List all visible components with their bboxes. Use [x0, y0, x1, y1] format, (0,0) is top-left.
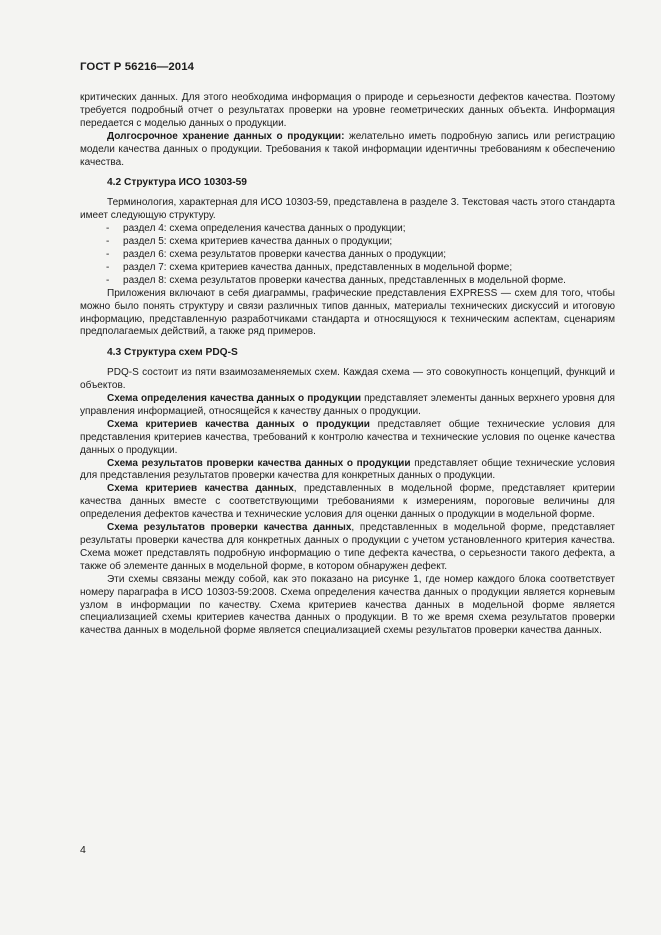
schema-paragraph	[80, 393, 615, 419]
intro-paragraph-2-text: желательно иметь подробную запись или регистрацию модели качества данных о продукции. Требования к такой информации идентичны требованиям к обеспечению качества.	[80, 130, 615, 168]
schema-text: представляет элементы данных верхнего уровня для управления информацией, относящейся к качеству данных о продукции.	[80, 393, 615, 417]
section-4-2-paragraph-1: Терминология, характерная для ИСО 10303-59, представлена в разделе 3. Текстовая часть этого стандарта имеет следующую структуру.	[80, 197, 615, 222]
section-4-2-heading: 4.2 Структура ИСО 10303-59	[107, 177, 247, 189]
schema-term: Схема критериев качества данных о продукции	[107, 418, 370, 430]
list-item: - раздел 6: схема результатов проверки качества данных о продукции;	[104, 249, 615, 262]
section-4-2-list	[80, 223, 615, 288]
list-item: - раздел 4: схема определения качества данных о продукции;	[104, 223, 615, 236]
intro-paragraph-1: критических данных. Для этого необходима информация о природе и серьезности дефектов качества. Поэтому требуется подробный отчет о результатах проверки на уровне геометрических данных объекта. Информация передается с моделью данных о продукции.	[80, 92, 615, 129]
schema-term: Схема результатов проверки качества данных	[107, 522, 352, 534]
document-body	[80, 92, 615, 638]
schema-text: , представленных в модельной форме, представляет критерии качества данных вместе с соответствующими требованиями к измерениям, пороговые величины для определения дефектов качества и технические условия для оценки данных о продукции в модельной форме.	[80, 483, 615, 521]
schema-text: , представленных в модельной форме, представляет результаты проверки качества для конкретных данных о продукции с учетом установленного критерия качества. Схема может представлять подробную информацию о типе дефекта качества, о серьезности такого дефекта, а также об элементе данных в модельной форме, в котором обнаружен дефект.	[80, 522, 615, 572]
page-number: 4	[80, 844, 86, 856]
schema-paragraph	[80, 458, 615, 484]
list-item: - раздел 7: схема критериев качества данных, представленных в модельной форме;	[104, 262, 615, 275]
intro-paragraph-2-term: Долгосрочное хранение данных о продукции:	[107, 130, 345, 142]
schema-term: Схема результатов проверки качества данных о продукции	[107, 457, 411, 469]
list-item: - раздел 5: схема критериев качества данных о продукции;	[104, 236, 615, 249]
section-4-2-paragraph-2: Приложения включают в себя диаграммы, графические представления EXPRESS — схем для того, чтобы можно было понять структуру и связи различных типов данных, материалы технических дискуссий и итоговую информацию, представленную разработчиками стандарта и относящуюся к техническим аспектам, сценариям предполагаемых действий, а также ряд примеров.	[80, 287, 615, 338]
document-header: ГОСТ Р 56216—2014	[80, 61, 195, 73]
schema-text: представляет общие технические условия для представления критериев качества, требований к контролю качества и технические условия по оценке качества данных о продукции.	[80, 418, 616, 456]
list-item: - раздел 8: схема результатов проверки качества данных, представленных в модельной форме.	[104, 275, 615, 288]
intro-paragraph-2	[80, 131, 615, 170]
schema-paragraph	[80, 522, 615, 574]
schema-term: Схема критериев качества данных	[107, 483, 294, 495]
schema-text: представляет общие технические условия для представления результатов проверки качества для конкретных данных о продукции.	[80, 457, 615, 482]
schema-term: Схема определения качества данных о продукции	[107, 393, 362, 405]
section-4-3-paragraph-1: PDQ-S состоит из пяти взаимозаменяемых схем. Каждая схема — это совокупность концепций, функций и объектов.	[80, 367, 615, 392]
section-4-3-paragraph-last: Эти схемы связаны между собой, как это показано на рисунке 1, где номер каждого блока соответствует номеру параграфа в ИСО 10303-59:2008. Схема определения качества данных о продукции является корневым узлом в информации по качеству. Схема критериев качества данных в модельной форме является специализацией схемы критериев качества данных о продукции. В то же время схема результатов проверки качества данных в модельной форме является специализацией схемы результатов проверки качества данных.	[80, 573, 615, 637]
schema-paragraph	[80, 419, 615, 458]
section-4-3-heading: 4.3 Структура схем PDQ-S	[107, 347, 238, 359]
schema-paragraph	[80, 483, 615, 522]
